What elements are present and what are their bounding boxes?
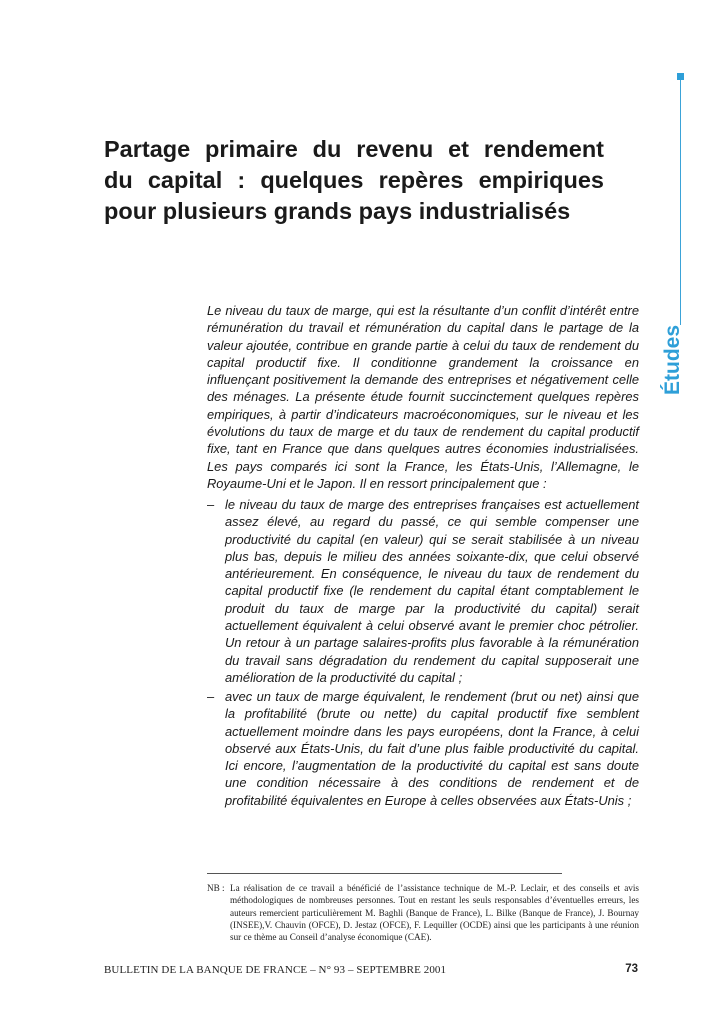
bullet-dash: –	[207, 497, 215, 512]
bullet-text: avec un taux de marge équivalent, le rendement (brut ou net) ainsi que la profitabilité (brute ou nette) du capital productif fixe semblent actuellement moindre dans les pays européens, dont la France, à celui observé aux États-Unis, du fait d’une plus faible productivité du capital. Ici encore, l’augmentation de la productivité du capital est sans doute une condition nécessaire à des conditions de rendement et de profitabilité équivalentes en Europe à celles observées aux États-Unis ;	[225, 689, 639, 808]
title-line: du capital : quelques repères empiriques	[104, 167, 604, 193]
footnote	[207, 882, 639, 943]
abstract-text: Le niveau du taux de marge, qui est la résultante d’un conflit d’intérêt entre rémunération du travail et rémunération du capital dans le partage de la valeur ajoutée, contribue en grande partie à celui du taux de rendement du capital productif fixe. Il conditionne grandement la croissance en influençant positivement la demande des entreprises et négativement celle des ménages. La présente étude fournit succinctement quelques repères empiriques, à partir d’indicateurs macroéconomiques, sur le niveau et les évolutions du taux de marge et du taux de rendement du capital productif fixe, tant en France que dans quelques autres économies industrialisées. Les pays comparés ici sont la France, les États-Unis, l’Allemagne, le Royaume-Uni et le Japon. Il en ressort principalement que :	[207, 303, 639, 491]
list-item	[207, 496, 639, 686]
side-rule	[680, 80, 681, 325]
abstract	[207, 302, 639, 492]
running-footer: BULLETIN DE LA BANQUE DE FRANCE – N° 93 – SEPTEMBRE 2001	[104, 964, 447, 976]
page-number: 73	[625, 963, 638, 975]
bullet-text: le niveau du taux de marge des entreprises françaises est actuellement assez élevé, au regard du passé, ce qui semble compenser une productivité du capital (en valeur) qui se serait stabilisée à un niveau plus bas, depuis le milieu des années soixante-dix, que celui observé antérieurement. En conséquence, le niveau du taux de rendement du capital productif fixe (le rendement du capital étant comptablement le produit du taux de marge par la productivité du capital) serait actuellement équivalent à celui observé avant le premier choc pétrolier. Un retour à un partage salaires-profits plus favorable à la rémunération du travail sans dégradation du rendement du capital supposerait une amélioration de la productivité du capital ;	[225, 497, 639, 685]
title-line: Partage primaire du revenu et rendement	[104, 136, 604, 162]
side-marker	[677, 73, 684, 80]
list-item	[207, 688, 639, 809]
bullet-list	[207, 688, 639, 809]
footnote-label: NB :	[207, 883, 225, 893]
footnote-text: La réalisation de ce travail a bénéficié de l’assistance technique de M.-P. Leclair, et des conseils et avis méthodologiques de nombreuses personnes. Tout en restant les seuls responsables d’éventuelles erreurs, les auteurs remercient particulièrement M. Baghli (Banque de France), L. Bilke (Banque de France), J. Bournay (INSEE),V. Chauvin (OFCE), D. Jestaz (OFCE), F. Lequiller (OCDE) ainsi que les participants à une réunion sur ce thème au Conseil d’analyse économique (CAE).	[230, 883, 639, 943]
section-label: Études	[661, 324, 684, 395]
footnote-divider	[207, 873, 562, 874]
bullet-dash: –	[207, 689, 215, 704]
bullet-list	[207, 496, 639, 686]
article-title	[104, 134, 604, 227]
title-line: pour plusieurs grands pays industrialisés	[104, 198, 571, 224]
